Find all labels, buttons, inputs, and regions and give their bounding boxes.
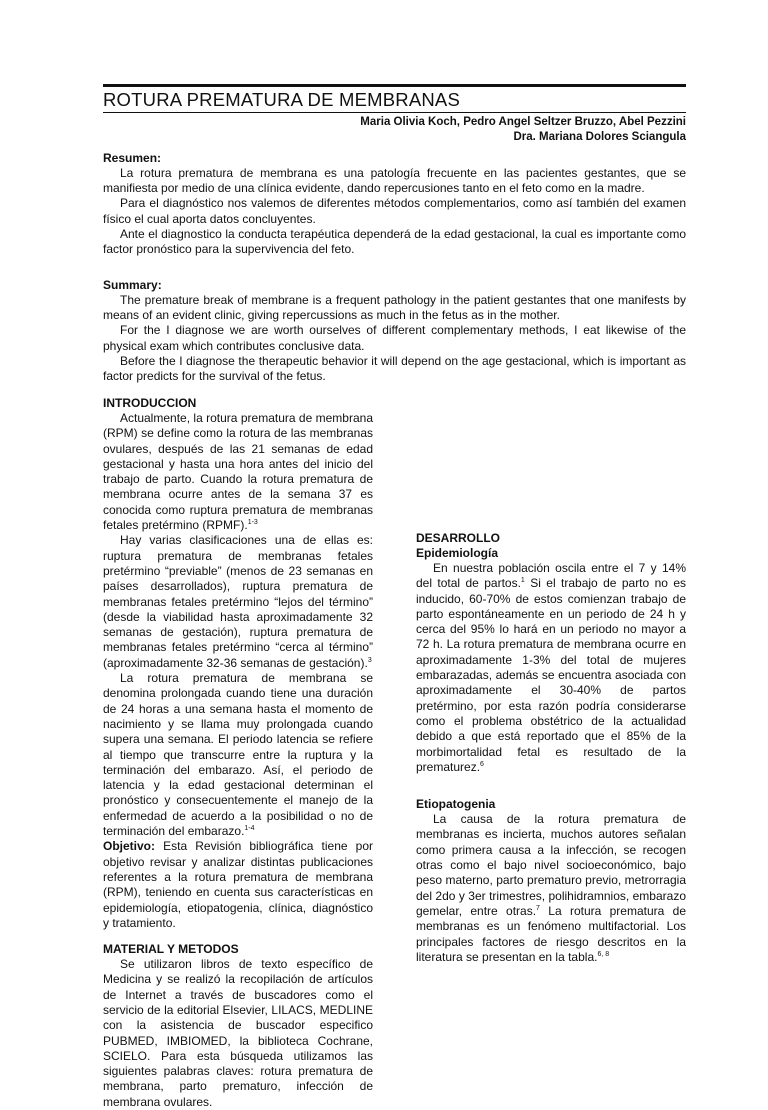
material-heading: MATERIAL Y METODOS [103, 942, 239, 957]
citation-ref: 6, 8 [597, 950, 610, 958]
citation-ref: 3 [367, 656, 372, 664]
intro-paragraph-2: Hay varias clasificaciones una de ellas es: ruptura prematura de membranas fetales pretérmino “previable” (menos de 23 semanas en países desarrollados), ruptura prematura de membranas fetales pretérmino “lejos del término” (desde la viabilidad hasta aproximadamente 32 semanas de gestación), ruptura prematura de membranas fetales pretérmino “cerca al término” (aproximadamente 32-36 semanas de gestación).$^3$ [103, 533, 373, 670]
summary-section [103, 278, 686, 384]
material-paragraph: Se utilizaron libros de texto específico de Medicina y se realizó la recopilación de artículos de Internet a través de buscadores como el servicio de la editorial Elsevier, LILACS, MEDLINE con la asistencia de buscador especifico PUBMED, IMBIOMED, la biblioteca Cochrane, SCIELO. Para esta búsqueda utilizamos las siguientes palabras claves: rotura prematura de membrana, parto prematuro, infección de membrana ovulares. [103, 957, 373, 1109]
authors-line-1: Maria Olivia Koch, Pedro Angel Seltzer Bruzzo, Abel Pezzini [360, 116, 686, 128]
right-column [416, 531, 686, 965]
objetivo-paragraph: Objetivo: Esta Revisión bibliográfica tiene por objetivo revisar y analizar distintas publicaciones referentes a la rotura prematura de membrana (RPM), teniendo en cuenta sus características en epidemiología, etiopatogenia, clínica, diagnóstico y tratamiento. [103, 839, 373, 930]
citation-ref: 1-4 [244, 825, 255, 833]
summary-paragraph-2: For the I diagnose we are worth ourselves of different complementary methods, I eat likewise of the physical exam which contributes conclusive data. [103, 323, 686, 353]
objetivo-label: Objetivo: [103, 839, 156, 854]
resumen-paragraph-1: La rotura prematura de membrana es una patología frecuente en las pacientes gestantes, que se manifiesta por medio de una clínica evidente, dando repercusiones tanto en el feto como en la madre. [103, 166, 686, 196]
resumen-paragraph-3: Ante el diagnostico la conducta terapéutica dependerá de la edad gestacional, la cual es importante como factor pronóstico para la supervivencia del feto. [103, 226, 686, 257]
authors-line-2: Dra. Mariana Dolores Sciangula [513, 131, 686, 143]
epidemiologia-subheading: Epidemiología [416, 546, 499, 560]
summary-paragraph-1: The premature break of membrane is a frequent pathology in the patient gestantes that one manifests by means of an evident clinic, giving repercussions as much in the fetus as in the mother. [103, 293, 686, 323]
author-list [360, 115, 686, 145]
citation-ref: 1 [520, 577, 525, 585]
resumen-paragraph-2: Para el diagnóstico nos valemos de diferentes métodos complementarios, como así también del examen físico el cual aporta datos concluyentes. [103, 196, 686, 226]
resumen-section [103, 151, 686, 257]
article-title: ROTURA PREMATURA DE MEMBRANAS [103, 89, 686, 113]
summary-heading: Summary: [103, 278, 162, 292]
citation-ref: 7 [536, 904, 540, 912]
left-column [103, 396, 373, 1110]
etiopatogenia-subheading: Etiopatogenia [416, 797, 496, 812]
citation-ref: 1-3 [247, 519, 258, 527]
resumen-heading: Resumen: [103, 151, 162, 165]
etiopatogenia-paragraph: La causa de la rotura prematura de membranas es incierta, muchos autores señalan como primera causa a la infección, se recogen otras como el bajo nivel socioeconómico, bajo peso materno, parto prematuro previo, metrorragia del 2do y 3er trimestres, polihidramnios, embarazo gemelar, entre otras.$^7$ La rotura prematura de membranas es un fenómeno multifactorial. Los principales factores de riesgo descritos en la literatura se presentan en la tabla.$^{6, 8}$ [416, 812, 686, 964]
intro-paragraph-1: Actualmente, la rotura prematura de membrana (RPM) se define como la rotura de las membranas ovulares, después de las 21 semanas de edad gestacional y hasta una hora antes del inicio del trabajo de parto. Cuando la rotura prematura de membrana ocurre antes de la semana 37 es conocida como ruptura prematura de membranas fetales pretérmino (RPMF).$^{1-3}$ [103, 411, 373, 533]
intro-paragraph-3: La rotura prematura de membrana se denomina prolongada cuando tiene una duración de 24 horas a una semana hasta el momento de nacimiento y se llama muy prolongada cuando supera una semana. El periodo latencia se refiere al tiempo que transcurre entre la ruptura y la terminación del embarazo. Así, el periodo de latencia y la edad gestacional determinan el pronóstico y consecuentemente el manejo de la enfermedad de acuerdo a la posibilidad o no de terminación del embarazo.$^{1-4}$ [103, 671, 373, 839]
desarrollo-heading: DESARROLLO [416, 531, 500, 545]
epidemiologia-paragraph: En nuestra población oscila entre el 7 y 14% del total de partos.$^1$ Si el trabajo de parto no es inducido, 60-70% de estos comienzan trabajo de parto espontáneamente en un periodo de 24 h y cerca del 95% lo hará en un periodo no mayor a 72 h. La rotura prematura de membrana ocurre en aproximadamente 1-3% del total de mujeres embarazadas, además se encuentra asociada con aproximadamente el 30-40% de partos pretérmino, por esta razón podría considerarse como el problema obstétrico de la actualidad debido a que está reportado que el 85% de la morbimortalidad fetal es resultado de la prematurez.$^6$ [416, 561, 687, 774]
top-rule [103, 84, 686, 87]
intro-heading: INTRODUCCION [103, 396, 197, 410]
summary-paragraph-3: Before the I diagnose the therapeutic behavior it will depend on the age gestacional, which is important as factor predicts for the survival of the fetus. [103, 353, 686, 384]
citation-ref: 6 [480, 760, 484, 768]
